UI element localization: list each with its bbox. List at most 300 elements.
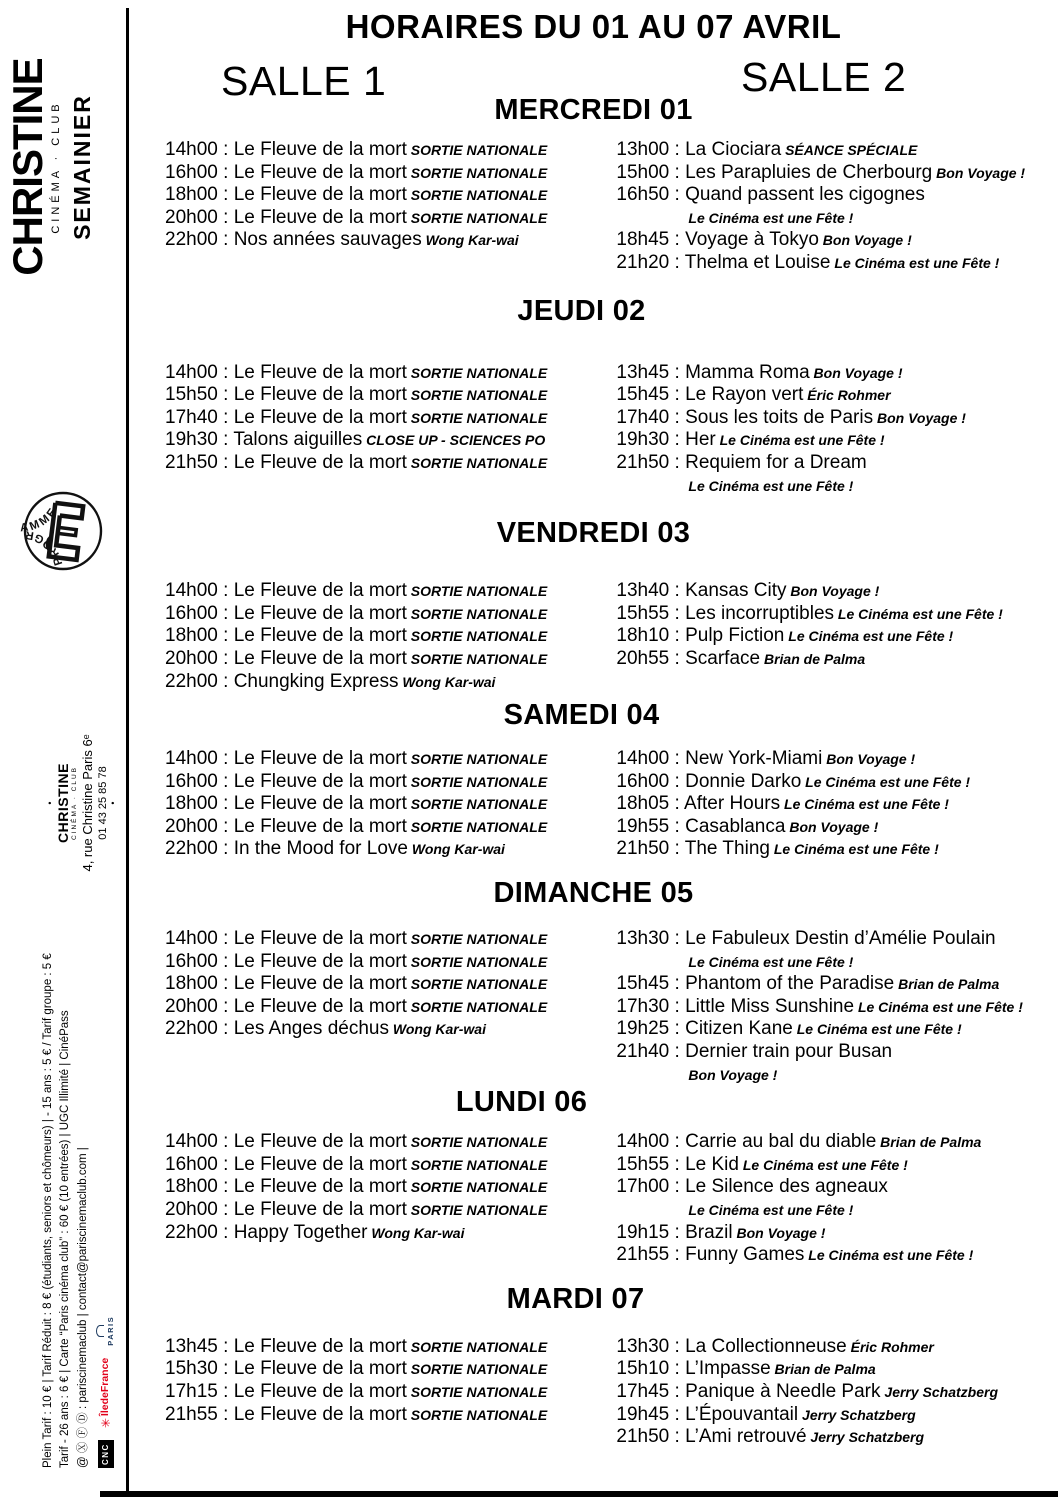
screening-time: 16h50 xyxy=(616,184,670,206)
film-title: Le Fleuve de la mort xyxy=(233,770,407,792)
screening-entry xyxy=(165,162,584,185)
screening-time: 19h30 xyxy=(165,429,218,451)
program-tag: Le Cinéma est une Fête ! xyxy=(801,773,971,790)
program-tag: Le Cinéma est une Fête ! xyxy=(688,953,854,970)
screening-entry xyxy=(165,362,584,385)
mardi-07-salle1-listings xyxy=(139,1336,584,1449)
screening-time: 14h00 xyxy=(165,361,218,383)
separator: : xyxy=(669,625,686,647)
film-title: Donnie Darko xyxy=(685,770,802,792)
separator: : xyxy=(669,139,686,160)
screening-time: 14h00 xyxy=(165,1131,218,1153)
screening-entry xyxy=(616,1426,1048,1449)
film-title: Le Fleuve de la mort xyxy=(233,950,407,972)
film-title: Le Fleuve de la mort xyxy=(233,1358,407,1380)
film-title: Le Fleuve de la mort xyxy=(233,815,407,837)
screening-entry xyxy=(165,625,584,648)
day-header-samedi-04: SAMEDI 04 xyxy=(503,699,660,732)
separator: : xyxy=(669,1426,686,1448)
screening-time: 16h00 xyxy=(616,770,670,792)
program-tag: Wong Kar-wai xyxy=(421,232,519,249)
screening-time: 15h00 xyxy=(616,161,670,183)
separator: : xyxy=(217,429,234,451)
film-title: Le Fleuve de la mort xyxy=(233,1153,407,1175)
edition-label: SEMAINIER xyxy=(68,94,95,240)
screening-time: 22h00 xyxy=(165,670,218,692)
film-title: Talons aiguilles xyxy=(233,429,363,451)
mardi-07-salle2-listings xyxy=(584,1336,1048,1449)
program-tag: SORTIE NATIONALE xyxy=(406,773,548,790)
screening-time: 20h00 xyxy=(165,815,218,837)
separator: : xyxy=(669,184,686,206)
screening-entry xyxy=(616,816,1048,839)
screening-time: 21h50 xyxy=(616,1426,670,1448)
day-section-lundi-06 xyxy=(139,1086,1048,1267)
screening-time: 13h45 xyxy=(165,1335,218,1357)
screening-entry xyxy=(165,452,584,475)
salle-1-label: SALLE 1 xyxy=(221,58,387,104)
screening-time: 18h00 xyxy=(165,973,218,995)
separator: : xyxy=(669,229,686,251)
screening-entry xyxy=(165,973,584,996)
separator: : xyxy=(669,770,686,792)
program-tag: Le Cinéma est une Fête ! xyxy=(792,1021,962,1038)
film-title: Le Fleuve de la mort xyxy=(233,1380,407,1402)
venue-name: CHRISTINE xyxy=(55,763,71,843)
paris-swirl-icon xyxy=(96,1325,104,1337)
film-title: Le Kid xyxy=(685,1153,739,1175)
screening-time: 17h40 xyxy=(616,406,670,428)
screening-time: 17h40 xyxy=(165,406,218,428)
film-title: Le Fleuve de la mort xyxy=(233,184,407,206)
film-title: Panique à Needle Park xyxy=(685,1380,881,1402)
screening-entry xyxy=(165,384,584,407)
film-title: Scarface xyxy=(685,647,761,669)
screening-entry xyxy=(616,973,1048,996)
screening-entry xyxy=(616,229,1048,252)
separator: : xyxy=(669,838,685,860)
screening-entry xyxy=(616,384,1048,407)
jeudi-02-columns xyxy=(139,362,1048,498)
screening-entry xyxy=(165,603,584,626)
separator: : xyxy=(669,1335,686,1357)
screening-entry xyxy=(165,1018,584,1041)
program-tag: Wong Kar-wai xyxy=(367,1224,465,1241)
separator: : xyxy=(669,1041,686,1063)
pricing-line-2: Tarif - 26 ans : 6 € | Carte “Paris cinéma club” : 60 € (10 entrées) | UGC Illimité | CinéPass xyxy=(59,1010,72,1468)
salle-2-label: SALLE 2 xyxy=(741,54,907,100)
screening-entry xyxy=(165,184,584,207)
program-tag: SORTIE NATIONALE xyxy=(406,796,548,813)
film-title: In the Mood for Love xyxy=(233,838,408,860)
screening-entry xyxy=(616,407,1048,430)
film-title: Little Miss Sunshine xyxy=(685,995,855,1017)
program-tag: SORTIE NATIONALE xyxy=(406,953,548,970)
screening-entry xyxy=(165,1358,584,1381)
schedule-days xyxy=(139,94,1048,1449)
separator: : xyxy=(217,206,234,228)
bullet: • xyxy=(108,801,119,805)
day-header-mercredi-01: MERCREDI 01 xyxy=(494,94,693,126)
separator: : xyxy=(217,1358,234,1380)
film-title: New York-Miami xyxy=(685,748,823,770)
program-tag: Brian de Palma xyxy=(760,650,866,667)
venue-address: 4, rue Christine Paris 6ᵉ xyxy=(79,734,95,872)
film-title: Le Fleuve de la mort xyxy=(233,384,407,406)
screening-time: 14h00 xyxy=(165,928,218,950)
lundi-06-salle2-listings xyxy=(584,1131,1048,1267)
day-section-mercredi-01 xyxy=(139,94,1048,275)
separator: : xyxy=(669,580,686,602)
sidebar xyxy=(0,0,126,1497)
separator: : xyxy=(669,1131,686,1153)
film-title: Kansas City xyxy=(685,580,787,602)
film-title: Le Fleuve de la mort xyxy=(233,1176,407,1198)
screening-entry xyxy=(616,580,1048,603)
bottom-edge-bar xyxy=(100,1491,1058,1497)
screening-entry xyxy=(616,793,1048,816)
separator: : xyxy=(217,1199,234,1220)
separator: : xyxy=(669,602,686,624)
screening-time: 15h45 xyxy=(616,973,670,995)
film-title: Le Fleuve de la mort xyxy=(233,361,407,383)
brand-subtitle: CINÉMA · CLUB xyxy=(49,100,62,234)
programme-stamp-icon xyxy=(18,486,108,576)
program-tag: Le Cinéma est une Fête ! xyxy=(834,605,1003,622)
screening-time: 20h00 xyxy=(165,995,218,1017)
film-title: Le Fleuve de la mort xyxy=(233,625,407,647)
film-title: Nos années sauvages xyxy=(233,229,422,251)
film-title: Le Fleuve de la mort xyxy=(233,793,407,815)
program-tag: Wong Kar-wai xyxy=(388,1021,486,1038)
screening-entry xyxy=(616,1244,1048,1267)
program-tag: Le Cinéma est une Fête ! xyxy=(780,796,949,813)
screening-entry xyxy=(616,1018,1048,1041)
program-tag: Le Cinéma est une Fête ! xyxy=(830,254,1000,271)
separator: : xyxy=(217,229,234,251)
screening-time: 15h55 xyxy=(616,602,670,624)
film-title: Le Fleuve de la mort xyxy=(233,748,407,770)
film-title: The Thing xyxy=(684,838,770,860)
screening-time: 18h00 xyxy=(165,625,218,647)
screening-entry xyxy=(165,648,584,671)
program-tag: Wong Kar-wai xyxy=(407,841,505,858)
film-title: Chungking Express xyxy=(233,670,399,692)
program-tag-line xyxy=(616,207,1048,230)
screening-time: 19h25 xyxy=(616,1018,670,1040)
film-title: Phantom of the Paradise xyxy=(685,973,895,995)
program-tag: Bon Voyage ! xyxy=(809,364,903,381)
separator: : xyxy=(669,748,686,770)
screening-time: 20h00 xyxy=(165,647,218,669)
separator: : xyxy=(217,1221,234,1243)
screening-entry xyxy=(165,1154,584,1177)
venue-subtitle: CINÉMA · CLUB xyxy=(71,765,79,841)
separator: : xyxy=(217,647,234,669)
vendredi-03-salle2-listings xyxy=(584,580,1048,693)
screening-entry xyxy=(616,252,1048,275)
screening-time: 18h00 xyxy=(165,184,218,206)
separator: : xyxy=(669,406,686,428)
screening-time: 18h10 xyxy=(616,625,670,647)
screening-time: 20h00 xyxy=(165,1199,218,1220)
screening-time: 17h45 xyxy=(616,1380,670,1402)
separator: : xyxy=(669,1018,686,1040)
screening-time: 22h00 xyxy=(165,1018,218,1040)
screening-entry xyxy=(165,838,584,861)
program-tag: Éric Rohmer xyxy=(846,1338,934,1355)
screening-entry xyxy=(165,429,584,452)
screening-entry xyxy=(616,748,1048,771)
screening-time: 18h00 xyxy=(165,1176,218,1198)
screening-entry xyxy=(616,1041,1048,1064)
screening-time: 13h45 xyxy=(616,361,670,383)
day-section-dimanche-05 xyxy=(139,877,1048,1086)
day-section-samedi-04 xyxy=(139,699,1048,861)
separator: : xyxy=(217,602,234,624)
separator: : xyxy=(669,161,686,183)
program-tag: SORTIE NATIONALE xyxy=(406,751,548,768)
program-tag-line xyxy=(616,951,1048,974)
separator: : xyxy=(669,1221,686,1243)
screening-time: 18h00 xyxy=(165,793,218,815)
screening-time: 21h50 xyxy=(165,451,218,473)
screening-time: 13h40 xyxy=(616,580,670,602)
program-tag: Bon Voyage ! xyxy=(822,751,916,768)
separator: : xyxy=(217,184,234,206)
program-tag: Le Cinéma est une Fête ! xyxy=(688,1202,854,1218)
screening-time: 14h00 xyxy=(165,580,218,602)
screening-entry xyxy=(616,996,1048,1019)
program-tag: Le Cinéma est une Fête ! xyxy=(769,841,939,858)
film-title: Mamma Roma xyxy=(685,361,810,383)
film-title: Pulp Fiction xyxy=(685,625,785,647)
program-tag: SORTIE NATIONALE xyxy=(406,1156,548,1173)
lundi-06-columns xyxy=(139,1131,1048,1267)
program-tag-line xyxy=(616,1199,1048,1222)
screening-entry xyxy=(616,1358,1048,1381)
program-tag: Bon Voyage ! xyxy=(818,232,912,249)
separator: : xyxy=(669,1153,686,1175)
separator: : xyxy=(217,995,234,1017)
screening-time: 15h10 xyxy=(616,1358,670,1380)
film-title: L’Ami retrouvé xyxy=(685,1426,807,1448)
day-header-jeudi-02: JEUDI 02 xyxy=(517,294,646,327)
screening-entry xyxy=(165,748,584,771)
program-tag: Bon Voyage ! xyxy=(932,164,1026,181)
screening-entry xyxy=(165,928,584,951)
screening-time: 16h00 xyxy=(165,770,218,792)
mercredi-01-salle2-listings xyxy=(584,139,1048,275)
film-title: Requiem for a Dream xyxy=(685,451,867,473)
film-title: Le Fleuve de la mort xyxy=(233,1335,407,1357)
film-title: Le Fleuve de la mort xyxy=(233,995,407,1017)
screening-time: 21h50 xyxy=(616,451,670,473)
separator: : xyxy=(217,1403,234,1425)
separator: : xyxy=(217,361,234,383)
program-tag: SORTIE NATIONALE xyxy=(406,1406,548,1423)
screening-time: 15h50 xyxy=(165,384,218,406)
venue-phone: 01 43 25 85 78 xyxy=(96,766,109,840)
separator: : xyxy=(669,384,686,406)
film-title: Le Silence des agneaux xyxy=(685,1176,888,1198)
samedi-04-salle2-listings xyxy=(584,748,1048,861)
screening-time: 15h55 xyxy=(616,1153,670,1175)
screening-entry xyxy=(616,648,1048,671)
screening-time: 19h55 xyxy=(616,815,670,837)
film-title: Le Fleuve de la mort xyxy=(233,973,407,995)
screening-entry xyxy=(616,1176,1048,1199)
program-tag: Le Cinéma est une Fête ! xyxy=(854,998,1023,1015)
partner-logos xyxy=(96,888,116,1468)
dimanche-05-salle1-listings xyxy=(139,928,584,1086)
film-title: La Collectionneuse xyxy=(685,1335,847,1357)
separator: : xyxy=(669,1403,686,1425)
film-title: Voyage à Tokyo xyxy=(685,229,819,251)
screening-entry xyxy=(616,139,1048,162)
separator: : xyxy=(217,670,234,692)
screening-entry xyxy=(616,928,1048,951)
film-title: Funny Games xyxy=(685,1244,805,1266)
social-contact-line: @ Ⓧ Ⓕ Ⓓ : pariscinemaclub | contact@pariscinemaclub.com | xyxy=(76,1147,89,1468)
schedule-page xyxy=(129,0,1058,1449)
screening-entry xyxy=(165,771,584,794)
film-title: Citizen Kane xyxy=(685,1018,793,1040)
program-tag: SORTIE NATIONALE xyxy=(406,209,548,226)
film-title: Le Fleuve de la mort xyxy=(233,451,407,473)
program-tag: SORTIE NATIONALE xyxy=(406,1134,548,1151)
screening-time: 21h40 xyxy=(616,1041,670,1063)
screening-time: 17h00 xyxy=(616,1176,670,1198)
screening-entry xyxy=(616,838,1048,861)
program-tag: Wong Kar-wai xyxy=(398,673,496,690)
film-title: L’Épouvantail xyxy=(685,1403,799,1425)
separator: : xyxy=(217,625,234,647)
screening-time: 22h00 xyxy=(165,229,218,251)
screening-time: 21h55 xyxy=(165,1403,218,1425)
screening-time: 19h30 xyxy=(616,429,670,451)
screening-time: 14h00 xyxy=(616,748,670,770)
separator: : xyxy=(669,647,686,669)
separator: : xyxy=(669,429,686,451)
separator: : xyxy=(217,748,234,770)
separator: : xyxy=(217,139,234,160)
film-title: Le Fleuve de la mort xyxy=(233,161,407,183)
program-tag: SORTIE NATIONALE xyxy=(406,628,548,645)
screening-entry xyxy=(165,1381,584,1404)
idf-star-icon: ✳ xyxy=(98,1418,113,1429)
film-title: Le Fleuve de la mort xyxy=(233,580,407,602)
screening-time: 14h00 xyxy=(165,748,218,770)
dimanche-05-columns xyxy=(139,928,1048,1086)
film-title: Brazil xyxy=(685,1221,733,1243)
screening-time: 17h15 xyxy=(165,1380,218,1402)
screening-entry xyxy=(165,580,584,603)
screening-entry xyxy=(165,407,584,430)
film-title: Le Fleuve de la mort xyxy=(233,602,407,624)
program-tag: Bon Voyage ! xyxy=(785,818,879,835)
screening-time: 13h30 xyxy=(616,1335,670,1357)
screening-entry xyxy=(616,362,1048,385)
samedi-04-columns xyxy=(139,748,1048,861)
program-tag: Brian de Palma xyxy=(876,1134,982,1151)
bullet: • xyxy=(45,801,55,805)
screening-time: 15h30 xyxy=(165,1358,218,1380)
program-tag: Jerry Schatzberg xyxy=(880,1383,999,1400)
separator: : xyxy=(669,973,686,995)
program-tag: SORTIE NATIONALE xyxy=(406,187,548,204)
screening-time: 13h00 xyxy=(616,139,670,160)
screening-entry xyxy=(616,1154,1048,1177)
screening-entry xyxy=(165,207,584,230)
screening-entry xyxy=(165,229,584,252)
program-tag: SORTIE NATIONALE xyxy=(406,1383,548,1400)
mardi-07-columns xyxy=(139,1336,1048,1449)
film-title: Les Parapluies de Cherbourg xyxy=(685,161,933,183)
separator: : xyxy=(669,451,686,473)
film-title: Le Fleuve de la mort xyxy=(233,647,407,669)
program-tag: SORTIE NATIONALE xyxy=(406,605,548,622)
separator: : xyxy=(217,161,234,183)
film-title: Quand passent les cigognes xyxy=(685,184,925,206)
screening-entry xyxy=(616,1131,1048,1154)
separator: : xyxy=(669,1176,686,1198)
program-tag: SORTIE NATIONALE xyxy=(406,1179,548,1196)
film-title: Le Fabuleux Destin d’Amélie Poulain xyxy=(685,928,996,950)
separator: : xyxy=(217,1176,234,1198)
separator: : xyxy=(217,1335,234,1357)
screening-entry xyxy=(165,1336,584,1359)
program-tag: Jerry Schatzberg xyxy=(806,1429,925,1446)
program-tag: SORTIE NATIONALE xyxy=(406,164,548,181)
screening-time: 20h00 xyxy=(165,206,218,228)
film-title: Le Fleuve de la mort xyxy=(233,1131,407,1153)
program-tag: SORTIE NATIONALE xyxy=(406,142,548,158)
separator: : xyxy=(217,973,234,995)
screening-entry xyxy=(165,1404,584,1427)
program-tag: SORTIE NATIONALE xyxy=(406,583,548,600)
film-title: Le Rayon vert xyxy=(685,384,804,406)
screening-entry xyxy=(165,1131,584,1154)
screening-time: 18h05 xyxy=(616,793,670,815)
program-tag: SORTIE NATIONALE xyxy=(406,409,548,426)
program-tag: Le Cinéma est une Fête ! xyxy=(688,477,854,494)
day-header-dimanche-05: DIMANCHE 05 xyxy=(493,877,694,910)
stamp-label: PROGRAMME xyxy=(19,504,66,567)
screening-time: 14h00 xyxy=(616,1131,670,1153)
separator: : xyxy=(217,1131,234,1153)
program-tag: Bon Voyage ! xyxy=(873,409,966,426)
separator: : xyxy=(669,361,686,383)
separator: : xyxy=(217,838,234,860)
separator: : xyxy=(217,1018,234,1040)
screening-entry xyxy=(616,603,1048,626)
screening-time: 21h20 xyxy=(616,251,670,273)
venue-block xyxy=(46,728,118,878)
screening-time: 17h30 xyxy=(616,995,670,1017)
film-title: Her xyxy=(685,429,716,451)
screening-entry xyxy=(165,1222,584,1245)
day-header-lundi-06: LUNDI 06 xyxy=(455,1086,588,1119)
program-tag: SORTIE NATIONALE xyxy=(406,998,548,1015)
film-title: Sous les toits de Paris xyxy=(685,406,874,428)
screening-entry xyxy=(616,184,1048,207)
film-title: Le Fleuve de la mort xyxy=(233,1403,407,1425)
screening-entry xyxy=(165,793,584,816)
screening-entry xyxy=(616,771,1048,794)
program-tag: CLOSE UP - SCIENCES PO xyxy=(362,432,546,449)
film-title: La Ciociara xyxy=(685,139,782,160)
